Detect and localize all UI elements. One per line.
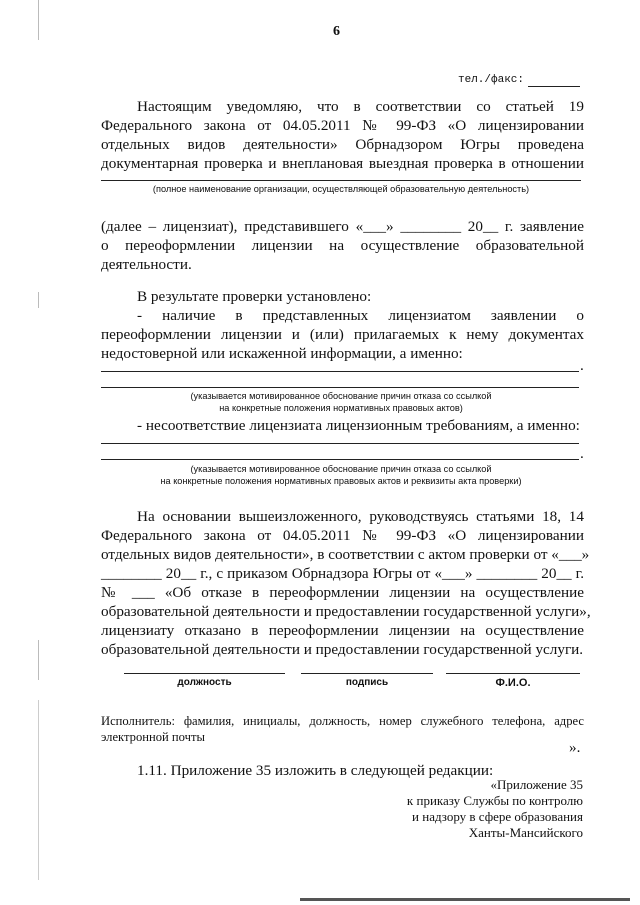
result-item1-line-3: недостоверной или искаженной информации, а именно: [101,345,463,362]
item2-caption-1: (указывается мотивированное обоснование причин отказа со ссылкой [190,464,492,474]
result-item2: - несоответствие лицензиата лицензионным требованиям, а именно: [137,417,580,434]
continuation-line-2: о переоформлении лицензии на осуществление образовательной [101,237,584,254]
position-label: должность [177,677,232,688]
signature-line [301,673,433,674]
executor-end: ». [569,739,581,756]
signature-label: подпись [345,677,389,688]
continuation-line-3: деятельности. [101,256,192,273]
decision-line-3: отдельных видов деятельности», в соответствии с актом проверки от «___» [101,546,590,563]
item1-blank-line-1 [101,371,579,372]
scan-margin-mark [38,640,39,680]
scan-margin-mark [38,0,39,40]
decision-line-8: образовательной деятельности и предоставлении государственной услуги. [101,641,584,658]
continuation-line-1: (далее – лицензиат), представившего «___» ________ 20__ г. заявление [101,218,584,235]
decision-line-2: Федерального закона от 04.05.2011 № 99-ФЗ «О лицензировании [101,527,584,544]
scan-margin-mark [38,700,39,880]
page-number: 6 [333,24,340,39]
decision-line-1: На основании вышеизложенного, руководствуясь статьями 18, 14 [137,508,584,525]
decision-line-6: образовательной деятельности и предоставлении государственной услуги», [101,603,591,620]
notice-line-1: Настоящим уведомляю, что в соответствии со статьей 19 [137,98,584,115]
item2-end-punct: . [580,445,584,462]
scan-margin-mark [38,292,39,308]
executor-line-2: электронной почты [101,730,205,744]
contact-blank-line [528,86,580,87]
decision-line-4: ________ 20__ г., с приказом Обрнадзора Югры от «___» ________ 20__ г. [101,565,584,582]
appendix-line-4: Ханты-Мансийского [468,825,583,840]
scan-edge-artifact [300,898,630,901]
item1-caption-1: (указывается мотивированное обоснование причин отказа со ссылкой [190,391,492,401]
decision-line-7: лицензиату отказано в переоформлении лицензии на осуществление [101,622,584,639]
notice-line-4: документарная проверка и внеплановая выездная проверка в отношении [101,155,584,172]
item1-caption-2: на конкретные положения нормативных правовых актов) [219,403,463,413]
position-line [124,673,285,674]
appendix-line-1: «Приложение 35 [490,777,583,792]
item2-blank-line-2 [101,459,579,460]
item2-caption-2: на конкретные положения нормативных правовых актов и реквизиты акта проверки) [160,476,522,486]
amendment-text: 1.11. Приложение 35 изложить в следующей редакции: [137,762,494,779]
name-line [446,673,580,674]
decision-line-5: № ___ «Об отказе в переоформлении лицензии на осуществление [101,584,584,601]
result-heading: В результате проверки установлено: [137,288,372,305]
appendix-line-3: и надзору в сфере образования [412,809,583,824]
result-item1-line-2: переоформлении лицензии и (или) прилагаемых к нему документах [101,326,584,343]
result-item1-line-1: - наличие в представленных лицензиатом заявлении о [137,307,584,324]
item2-blank-line-1 [101,443,579,444]
contact-label: тел./факс: [458,74,525,86]
appendix-line-2: к приказу Службы по контролю [406,793,583,808]
notice-line-3: отдельных видов деятельности» Обрнадзором Югры проведена [101,136,584,153]
org-name-caption: (полное наименование организации, осуществляющей образовательную деятельность) [152,184,530,194]
notice-line-2: Федерального закона от 04.05.2011 № 99-ФЗ «О лицензировании [101,117,584,134]
name-label: Ф.И.О. [495,677,531,689]
item1-end-punct: . [580,357,584,374]
executor-line-1: Исполнитель: фамилия, инициалы, должность, номер служебного телефона, адрес [101,714,584,728]
item1-blank-line-2 [101,387,579,388]
org-name-line [101,180,581,181]
